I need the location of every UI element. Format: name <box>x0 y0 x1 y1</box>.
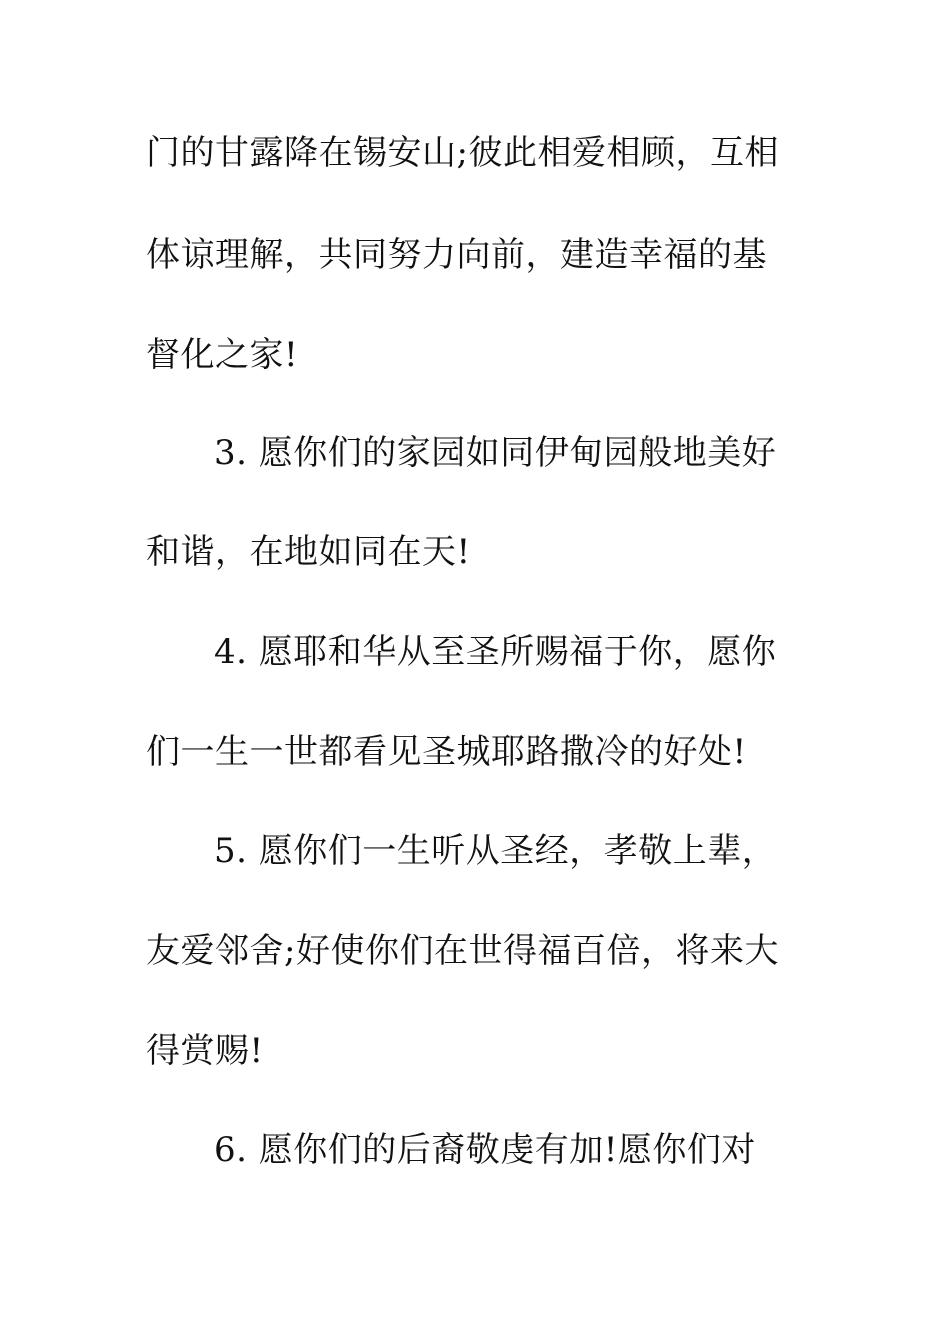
text-line: 门的甘露降在锡安山;彼此相爱相顾，互相 <box>146 133 779 173</box>
text-line: 友爱邻舍;好使你们在世得福百倍，将来大 <box>146 931 779 971</box>
list-item-4: 4. 愿耶和华从至圣所赐福于你，愿你 <box>214 632 777 672</box>
list-item-5: 5. 愿你们一生听从圣经，孝敬上辈， <box>214 831 777 871</box>
text-line: 体谅理解，共同努力向前，建造幸福的基 <box>146 235 767 275</box>
text-line: 们一生一世都看见圣城耶路撒冷的好处! <box>146 732 747 772</box>
list-item-3: 3. 愿你们的家园如同伊甸园般地美好 <box>214 433 777 473</box>
text-line: 督化之家! <box>146 335 299 375</box>
list-item-6: 6. 愿你们的后裔敬虔有加!愿你们对 <box>214 1130 756 1170</box>
text-line: 和谐，在地如同在天! <box>146 532 471 572</box>
text-line: 得赏赐! <box>146 1031 264 1071</box>
